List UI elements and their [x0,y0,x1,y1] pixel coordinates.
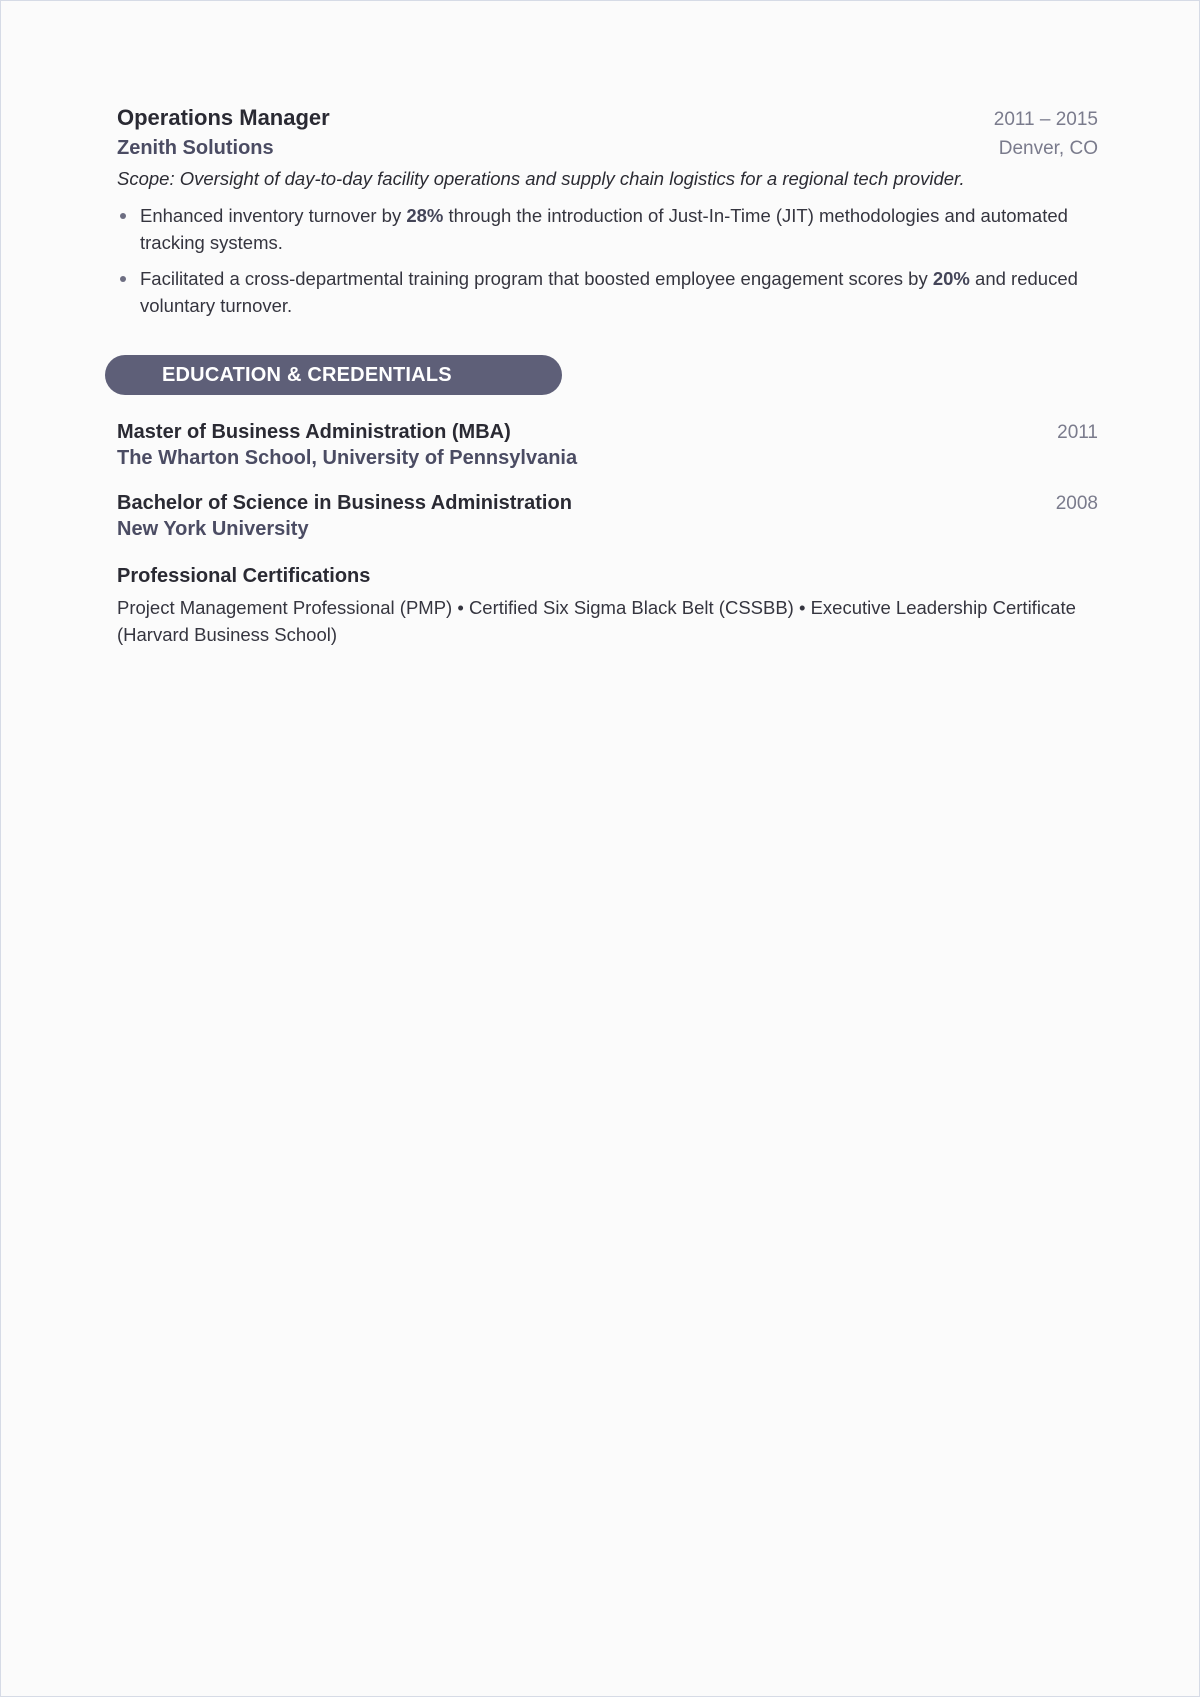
degree-year: 2008 [1055,493,1098,514]
certifications-text: Project Management Professional (PMP) • Certified Six Sigma Black Belt (CSSBB) • Executive Leadership Certificate (Harvard Business School) [117,597,1076,645]
job-header-row [117,105,1098,131]
bullet-dot-icon [120,276,126,282]
company-row [117,137,1098,160]
school-name: New York University [117,518,309,540]
education-entry [117,421,1098,470]
list-item [117,202,1098,256]
resume-content [117,105,1098,648]
degree-title: Master of Business Administration (MBA) [117,421,511,443]
section-heading-education: EDUCATION & CREDENTIALS [105,355,562,395]
company-name: Zenith Solutions [117,137,274,159]
degree-row [117,492,1098,515]
job-dates: 2011 – 2015 [993,109,1098,130]
degree-title: Bachelor of Science in Business Administration [117,492,572,514]
bullet-text-before: Enhanced inventory turnover by [140,205,407,226]
bullet-dot-icon [120,213,126,219]
job-location: Denver, CO [998,138,1098,159]
certifications-heading: Professional Certifications [117,565,371,587]
bullet-highlight: 20% [932,268,970,289]
job-scope: Scope: Oversight of day-to-day facility operations and supply chain logistics for a regional tech provider. [117,168,965,189]
bullet-highlight: 28% [406,205,444,226]
bullet-text-after: through the introduction of Just-In-Time (JIT) methodologies and automated tracking systems. [140,205,1068,253]
school-name: The Wharton School, University of Pennsylvania [117,447,578,469]
degree-year: 2011 [1057,422,1098,443]
education-entry [117,492,1098,541]
bullet-text-after: and reduced voluntary turnover. [140,268,1078,316]
degree-row [117,421,1098,444]
achievement-list [117,202,1098,319]
bullet-text-before: Facilitated a cross-departmental training program that boosted employee engagement scores by [140,268,933,289]
job-title: Operations Manager [117,105,330,130]
experience-entry [117,105,1098,319]
list-item [117,265,1098,319]
